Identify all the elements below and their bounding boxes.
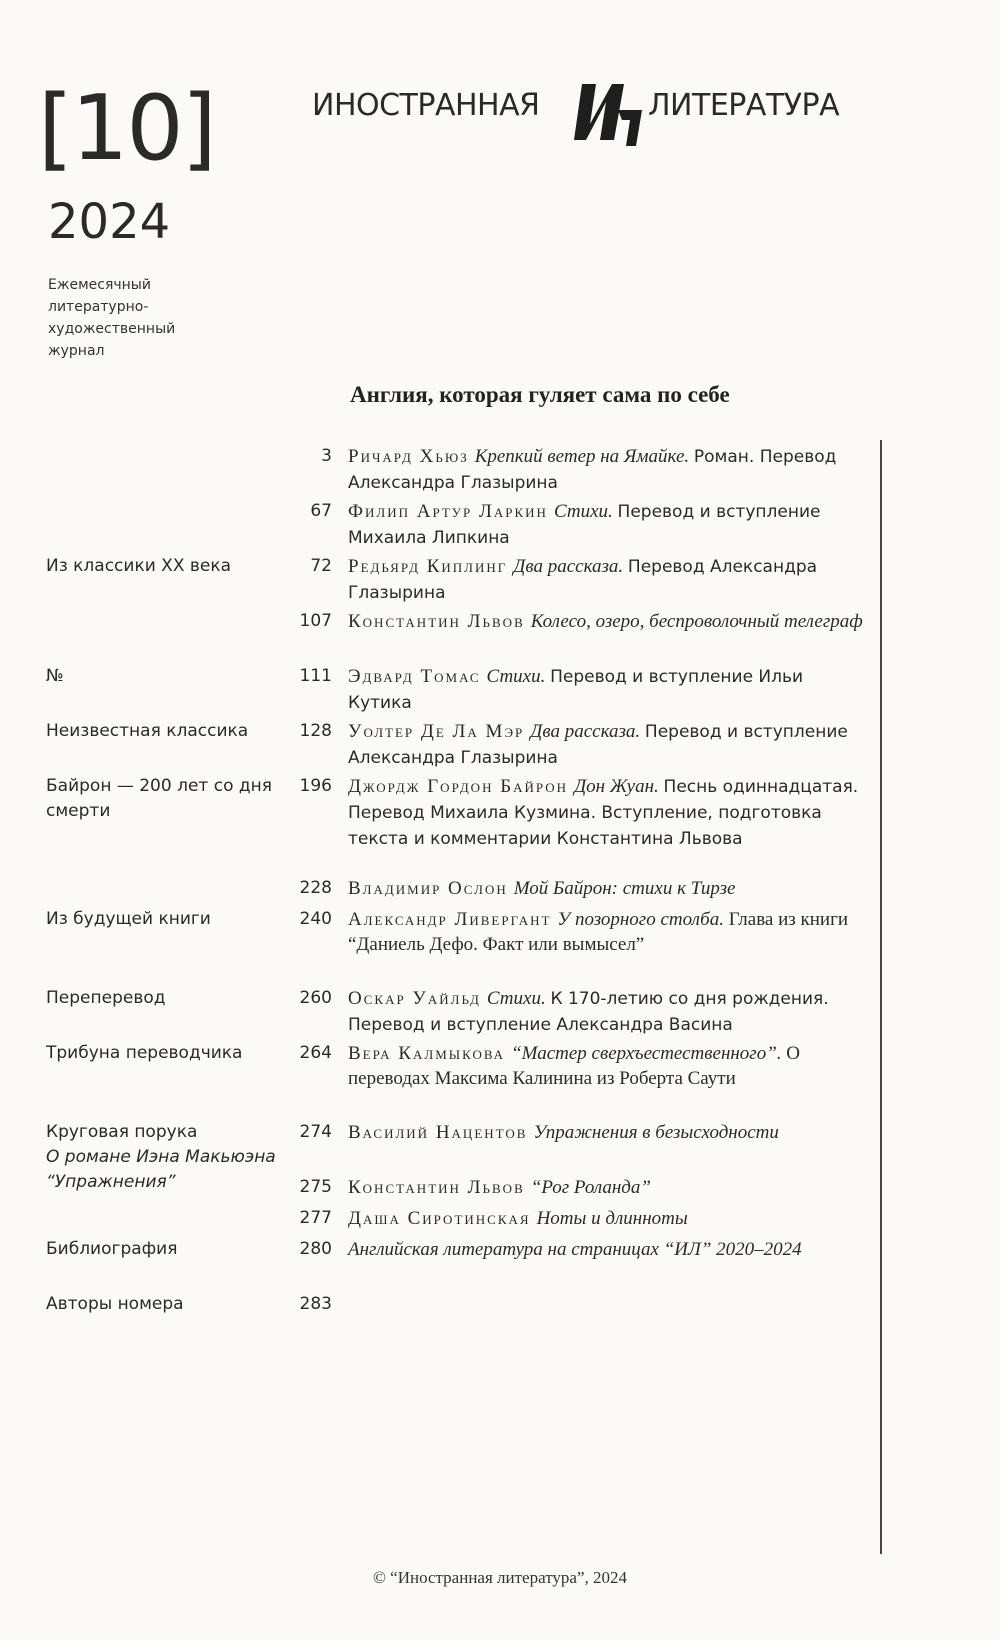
author-name: Владимир Ослон: [348, 878, 508, 899]
toc-rubric: [46, 1292, 276, 1317]
toc-rubric: [46, 986, 276, 1011]
page-number: 240: [299, 909, 332, 929]
work-title: Стихи.: [553, 501, 613, 522]
page-number: 196: [299, 776, 332, 796]
toc-rubric: [46, 907, 276, 932]
rubric-label: Переперевод: [46, 988, 166, 1008]
page-number: 228: [299, 878, 332, 898]
rubric-label: Трибуна переводчика: [46, 1043, 243, 1063]
toc-body: [348, 1041, 868, 1091]
work-title: Колесо, озеро, беспроволочный телеграф: [530, 611, 863, 632]
description-line: художественный: [48, 321, 176, 337]
rubric-label: Из классики XX века: [46, 556, 232, 576]
work-note: К 170-летию со дня рождения. Перевод и вступление Александра Васина: [348, 989, 829, 1035]
rubric-label: Из будущей книги: [46, 909, 211, 929]
toc-body: [348, 609, 868, 634]
page-number: 260: [299, 988, 332, 1008]
page-number: 264: [299, 1043, 332, 1063]
toc-body: [348, 719, 868, 771]
author-name: Даша Сиротинская: [348, 1208, 531, 1229]
author-name: Оскар Уайльд: [348, 988, 481, 1009]
description-line: литературно-: [48, 299, 149, 315]
page-number: 274: [299, 1122, 332, 1142]
toc-body: [348, 554, 868, 606]
page-number: 3: [321, 446, 332, 466]
work-title: У позорного столба.: [557, 909, 724, 930]
author-name: Ричард Хьюз: [348, 446, 469, 467]
toc-body: [348, 664, 868, 716]
work-title: Ноты и длинноты: [536, 1208, 688, 1229]
work-title: Два рассказа.: [513, 556, 624, 577]
issue-number: [10]: [38, 76, 215, 181]
author-name: Джордж Гордон Байрон: [348, 776, 569, 797]
masthead-right: ЛИТЕРАТУРА: [648, 88, 840, 123]
toc-body: [348, 444, 868, 496]
vertical-rule: [880, 440, 882, 1554]
rubric-label: Байрон — 200 лет со дня смерти: [46, 776, 272, 821]
page-number: 280: [299, 1239, 332, 1259]
page-number: 67: [310, 501, 332, 521]
toc-body: [348, 1206, 868, 1231]
author-name: Редьярд Киплинг: [348, 556, 508, 577]
work-note: Перевод и вступление Михаила Липкина: [348, 502, 821, 548]
work-title: Два рассказа.: [530, 721, 641, 742]
toc-rubric: [46, 1237, 276, 1262]
author-name: Филип Артур Ларкин: [348, 501, 548, 522]
toc-body: [348, 1175, 868, 1200]
work-note: Перевод Александра Глазырина: [348, 557, 818, 603]
work-title: Стихи.: [486, 988, 546, 1009]
toc-body: [348, 907, 868, 957]
copyright: © “Иностранная литература”, 2024: [372, 1568, 627, 1587]
page-number: 277: [299, 1208, 332, 1228]
work-title: Английская литература на страницах “ИЛ” 2020–2024: [348, 1239, 802, 1260]
toc-rubric: [46, 719, 276, 744]
rubric-label: Неизвестная классика: [46, 721, 249, 741]
work-note: Перевод и вступление Ильи Кутика: [348, 667, 804, 713]
description-line: Ежемесячный: [48, 277, 151, 293]
work-title: Стихи.: [486, 666, 546, 687]
author-name: Василий Нацентов: [348, 1122, 528, 1143]
description-line: журнал: [48, 343, 105, 359]
toc-rubric: [46, 1041, 276, 1066]
work-title: Крепкий ветер на Ямайке.: [474, 446, 690, 467]
author-name: Константин Львов: [348, 1177, 525, 1198]
work-title: Дон Жуан.: [574, 776, 659, 797]
masthead-left: ИНОСТРАННАЯ: [312, 88, 540, 123]
page-number: 275: [299, 1177, 332, 1197]
author-name: Вера Калмыкова: [348, 1043, 506, 1064]
author-name: Александр Ливергант: [348, 909, 552, 930]
toc-body: [348, 499, 868, 551]
author-name: Уолтер Де Ла Мэр: [348, 721, 525, 742]
rubric-subtitle: О романе Иэна Макьюэна “Упражнения”: [46, 1147, 276, 1192]
page-number: 72: [310, 556, 332, 576]
work-title: Упражнения в безысходности: [533, 1122, 779, 1143]
rubric-label: Авторы номера: [46, 1294, 184, 1314]
page-number: 111: [299, 666, 332, 686]
work-note: Глава из книги “Даниель Дефо. Факт или вымысел”: [348, 909, 849, 955]
masthead: [312, 80, 852, 150]
journal-description: [48, 274, 218, 362]
page-number: 128: [299, 721, 332, 741]
issue-year: 2024: [48, 194, 171, 250]
work-title: “Мастер сверхъестественного”.: [511, 1043, 782, 1064]
toc-rubric: [46, 554, 276, 579]
work-note: Песнь одиннадцатая. Перевод Михаила Кузмина. Вступление, подготовка текста и комментарии Константина Львова: [348, 777, 859, 849]
work-title: Мой Байрон: стихи к Тирзе: [513, 878, 736, 899]
section-title: Англия, которая гуляет сама по себе: [350, 382, 730, 407]
journal-logo: [574, 80, 646, 148]
toc-body: [348, 986, 868, 1038]
toc-rubric: [46, 664, 276, 689]
toc-body: [348, 1120, 868, 1145]
author-name: Константин Львов: [348, 611, 525, 632]
page-number: 283: [299, 1294, 332, 1314]
rubric-label: Круговая порука: [46, 1122, 198, 1142]
toc-rubric: [46, 1120, 276, 1195]
author-name: Эдвард Томас: [348, 666, 481, 687]
toc-body: [348, 774, 868, 852]
page-number: 107: [299, 611, 332, 631]
toc-rubric: [46, 774, 276, 824]
toc-body: [348, 1237, 868, 1262]
work-title: “Рог Роланда”: [530, 1177, 651, 1198]
work-note: О переводах Максима Калинина из Роберта Саути: [348, 1043, 801, 1089]
work-note: Перевод и вступление Александра Глазырина: [348, 722, 848, 768]
work-note: Роман. Перевод Александра Глазырина: [348, 447, 837, 493]
toc-body: [348, 876, 868, 901]
rubric-label: Библиография: [46, 1239, 178, 1259]
rubric-label: №: [46, 666, 64, 686]
